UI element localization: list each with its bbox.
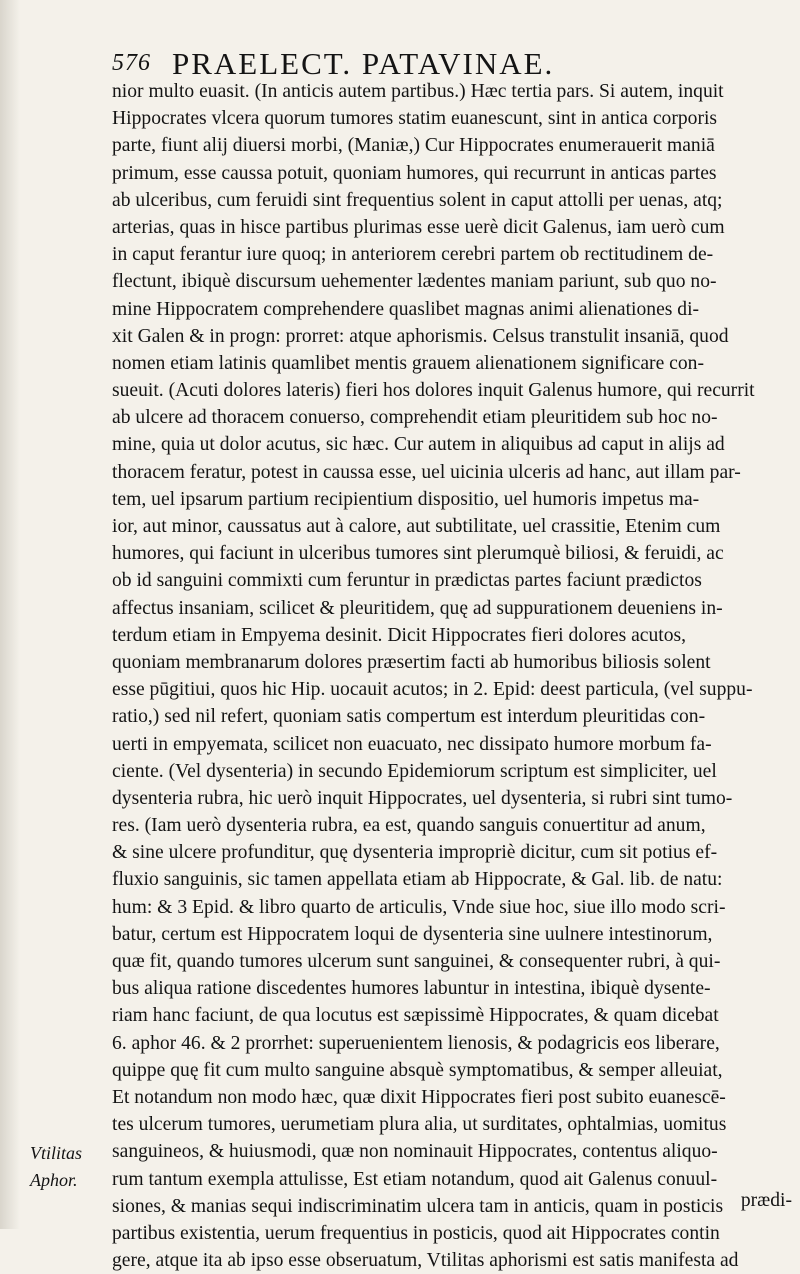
text-line: primum, esse caussa potuit, quoniam humores, qui recurrunt in anticas partes <box>112 162 717 184</box>
text-line: arterias, quas in hisce partibus plurimas esse uerè dicit Galenus, iam uerò cum <box>112 216 725 238</box>
text-line: thoracem feratur, potest in caussa esse, uel uicinia ulceris ad hanc, aut illam par- <box>112 461 741 483</box>
text-line: partibus existentia, uerum frequentius in posticis, quod ait Hippocrates contin <box>112 1222 720 1244</box>
text-line: rum tantum exempla attulisse, Est etiam notandum, quod ait Galenus conuul- <box>112 1168 718 1190</box>
text-line: sueuit. (Acuti dolores lateris) fieri hos dolores inquit Galenus humore, qui recurrit <box>112 380 755 402</box>
text-line: mine, quia ut dolor acutus, sic hæc. Cur autem in aliquibus ad caput in alijs ad <box>112 434 725 456</box>
text-line: quippe quę fit cum multo sanguine absquè symptomatibus, & semper alleuiat, <box>112 1059 723 1081</box>
text-line: tes ulcerum tumores, uerumetiam plura alia, ut surditates, ophtalmias, uomitus <box>112 1114 727 1136</box>
text-line: humores, qui faciunt in ulceribus tumores sint plerumquè biliosi, & feruidi, ac <box>112 543 724 565</box>
margin-note: Vtilitas <box>30 1143 83 1163</box>
text-line: res. (Iam uerò dysenteria rubra, ea est, quando sanguis conuertitur ad anum, <box>112 815 706 837</box>
text-line: quoniam membranarum dolores præsertim facti ab humoribus biliosis solent <box>112 651 711 673</box>
text-line: siones, & manias sequi indiscriminatim ulcera tam in anticis, quam in posticis <box>112 1195 724 1217</box>
text-line: mine Hippocratem comprehendere quaslibet magnas animi alienationes di- <box>112 298 700 320</box>
text-line: ior, aut minor, caussatus aut à calore, aut subtilitate, uel crassitie, Etenim cum <box>112 516 721 537</box>
text-line: quæ fit, quando tumores ulcerum sunt sanguinei, & consequenter rubri, à qui- <box>112 951 721 972</box>
text-line: parte, fiunt alij diuersi morbi, (Maniæ,) Cur Hippocrates enumerauerit maniā <box>112 135 715 157</box>
page-edge-shadow <box>0 0 20 1229</box>
text-line: batur, certum est Hippocratem loqui de dysenteria sine uulnere intestinorum, <box>112 923 713 945</box>
text-line: Hippocrates vlcera quorum tumores statim euanescunt, sint in antica corporis <box>112 108 718 130</box>
text-line: riam hanc faciunt, de qua locutus est sæpissimè Hippocrates, & quam dicebat <box>112 1005 719 1027</box>
text-line: ratio,) sed nil refert, quoniam satis compertum est interdum pleuritidas con- <box>112 706 706 728</box>
text-line: nior multo euasit. (In anticis autem partibus.) Hæc tertia pars. Si autem, inquit <box>112 81 724 102</box>
catchword: prædi- <box>740 1190 792 1211</box>
margin-note: Aphor. <box>30 1170 78 1191</box>
body-text <box>112 78 788 1274</box>
text-line: nomen etiam latinis quamlibet mentis grauem alienationem significare con- <box>112 352 704 374</box>
text-line: sanguineos, & huiusmodi, quæ non nominauit Hippocrates, contentus aliquo- <box>112 1141 718 1163</box>
text-line: & sine ulcere profunditur, quę dysenteria impropriè dicitur, cum sit potius ef- <box>112 842 718 864</box>
text-line: hum: & 3 Epid. & libro quarto de articulis, Vnde siue hoc, siue illo modo scri- <box>112 896 726 918</box>
text-line: dysenteria rubra, hic uerò inquit Hippocrates, uel dysenteria, si rubri sint tumo- <box>112 787 733 809</box>
text-line: fluxio sanguinis, sic tamen appellata etiam ab Hippocrate, & Gal. lib. de natu: <box>112 869 723 891</box>
text-line: affectus insaniam, scilicet & pleuritidem, quę ad suppurationem deueniens in- <box>112 597 723 619</box>
text-line: ob id sanguini commixti cum feruntur in prædictas partes faciunt prædictos <box>112 570 702 592</box>
text-line: in caput ferantur iure quoq; in anteriorem cerebri partem ob rectitudinem de- <box>112 244 714 266</box>
running-title: PRAELECT. PATAVINAE. <box>172 46 555 81</box>
text-line: 6. aphor 46. & 2 prorrhet: superuenientem lienosis, & podagricis eos liberare, <box>112 1032 720 1054</box>
text-line: tem, uel ipsarum partium recipientium dispositio, uel humoris impetus ma- <box>112 488 700 510</box>
margin-notes <box>30 1140 110 1194</box>
text-line: esse pūgitiui, quos hic Hip. uocauit acutos; in 2. Epid: deest particula, (vel suppu- <box>112 679 753 701</box>
text-line: ab ulceribus, cum feruidi sint frequentius solent in caput attolli per uenas, atq; <box>112 189 723 211</box>
text-line: terdum etiam in Empyema desinit. Dicit Hippocrates fieri dolores acutos, <box>112 624 687 646</box>
text-line: xit Galen & in progn: prorret: atque aphorismis. Celsus transtulit insaniā, quod <box>112 325 729 347</box>
text-line: gere, atque ita ab ipso esse obseruatum, Vtilitas aphorismi est satis manifesta ad <box>112 1250 739 1272</box>
text-line: flectunt, ibiquè discursum uehementer lædentes maniam pariunt, sub quo no- <box>112 271 717 293</box>
page-number: 576 <box>112 50 151 76</box>
text-line: uerti in empyemata, scilicet non euacuato, nec dissipato humore morbum fa- <box>112 733 712 755</box>
text-line: ciente. (Vel dysenteria) in secundo Epidemiorum scriptum est simpliciter, uel <box>112 760 717 782</box>
text-line: bus aliqua ratione discedentes humores labuntur in intestina, ibiquè dysente- <box>112 978 711 1000</box>
text-line: Et notandum non modo hæc, quæ dixit Hippocrates fieri post subito euanescē- <box>112 1086 726 1108</box>
text-line: ab ulcere ad thoracem conuerso, comprehendit etiam pleuritidem sub hoc no- <box>112 407 718 429</box>
